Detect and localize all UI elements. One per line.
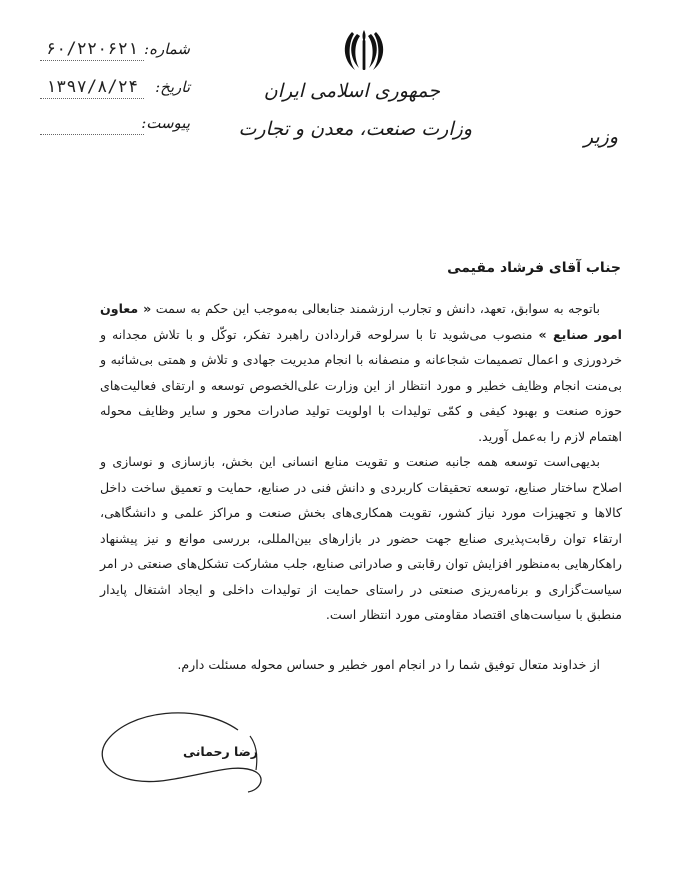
paragraph-2: بدیهی‌است توسعه همه جانبه صنعت و تقویت منابع انسانی این بخش، بازسازی و نوسازی و اصلاح ساختار صنایع، توسعه تحقیقات کاربردی و دانش فنی در صنایع، حمایت و تعمیق ساخت داخل کالاها و تجهیزات مورد نیاز کشور، تقویت همکاری‌های بخش صنعت و مراکز علمی و دانشگاهی، ارتقاء توان رقابت‌پذیری صنایع جهت حضور در بازارهای بین‌المللی، بررسی موانع و نیز پیشنهاد راهکارهایی به‌منظور افزایش توان رقابتی و صادراتی صنایع، جلب مشارکت تشکل‌های صنعتی در امر سیاست‌گزاری و برنامه‌ریزی صنعتی در راستای حمایت از تولیدات داخلی و ایجاد اشتغال پایدار منطبق با سیاست‌های اقتصاد مقاومتی مورد انتظار است. [100, 454, 622, 622]
number-row [40, 38, 190, 64]
salutation: جناب آقای فرشاد مقیمی [447, 260, 621, 276]
date-row [40, 76, 190, 102]
date-label: تاریخ: [155, 78, 190, 96]
iran-emblem-icon [339, 26, 389, 76]
attachment-value [40, 112, 144, 135]
attachment-label: پیوست: [141, 114, 190, 132]
ministry-title: وزارت صنعت، معدن و تجارت [238, 118, 472, 140]
closing-line [100, 652, 622, 677]
letter-body [100, 296, 622, 628]
closing-text: از خداوند متعال توفیق شما را در انجام امور خطیر و حساس محوله مسئلت دارم. [177, 657, 600, 672]
paragraph-1-end: منصوب می‌شوید تا با سرلوحه قراردادن راهبرد تفکر، توکّل و با تلاش مجدانه و خردورزی و اعمال تصمیمات شجاعانه و منصفانه با انجام مدیریت جهادی و تلاش و همتی بی‌شائبه و بی‌منت انجام وظایف خطیر و مورد انتظار از این وزارت علی‌الخصوص توسعه و ارتقای فعالیت‌های حوزه صنعت و بهبود کیفی و کمّی تولیدات با اولویت تولید صادرات محور و سایر وظایف محوله اهتمام لازم را به‌عمل آورید. [100, 326, 622, 444]
number-label: شماره: [144, 40, 190, 58]
role-title: « معاون امور صنایع » [100, 301, 622, 342]
minister-label: وزیر [583, 126, 618, 148]
date-value: ۱۳۹۷/۸/۲۴ [40, 76, 144, 99]
number-value: ۶۰/۲۲۰۶۲۱ [40, 38, 144, 61]
republic-title: جمهوری اسلامی ایران [263, 80, 440, 102]
signer-name: رضا رحمانی [183, 744, 258, 759]
paragraph-1-start: باتوجه به سوابق، تعهد، دانش و تجارب ارزشمند جنابعالی به‌موجب این حکم به سمت [151, 301, 601, 316]
paragraph-1 [100, 296, 622, 449]
attachment-row [40, 112, 190, 138]
